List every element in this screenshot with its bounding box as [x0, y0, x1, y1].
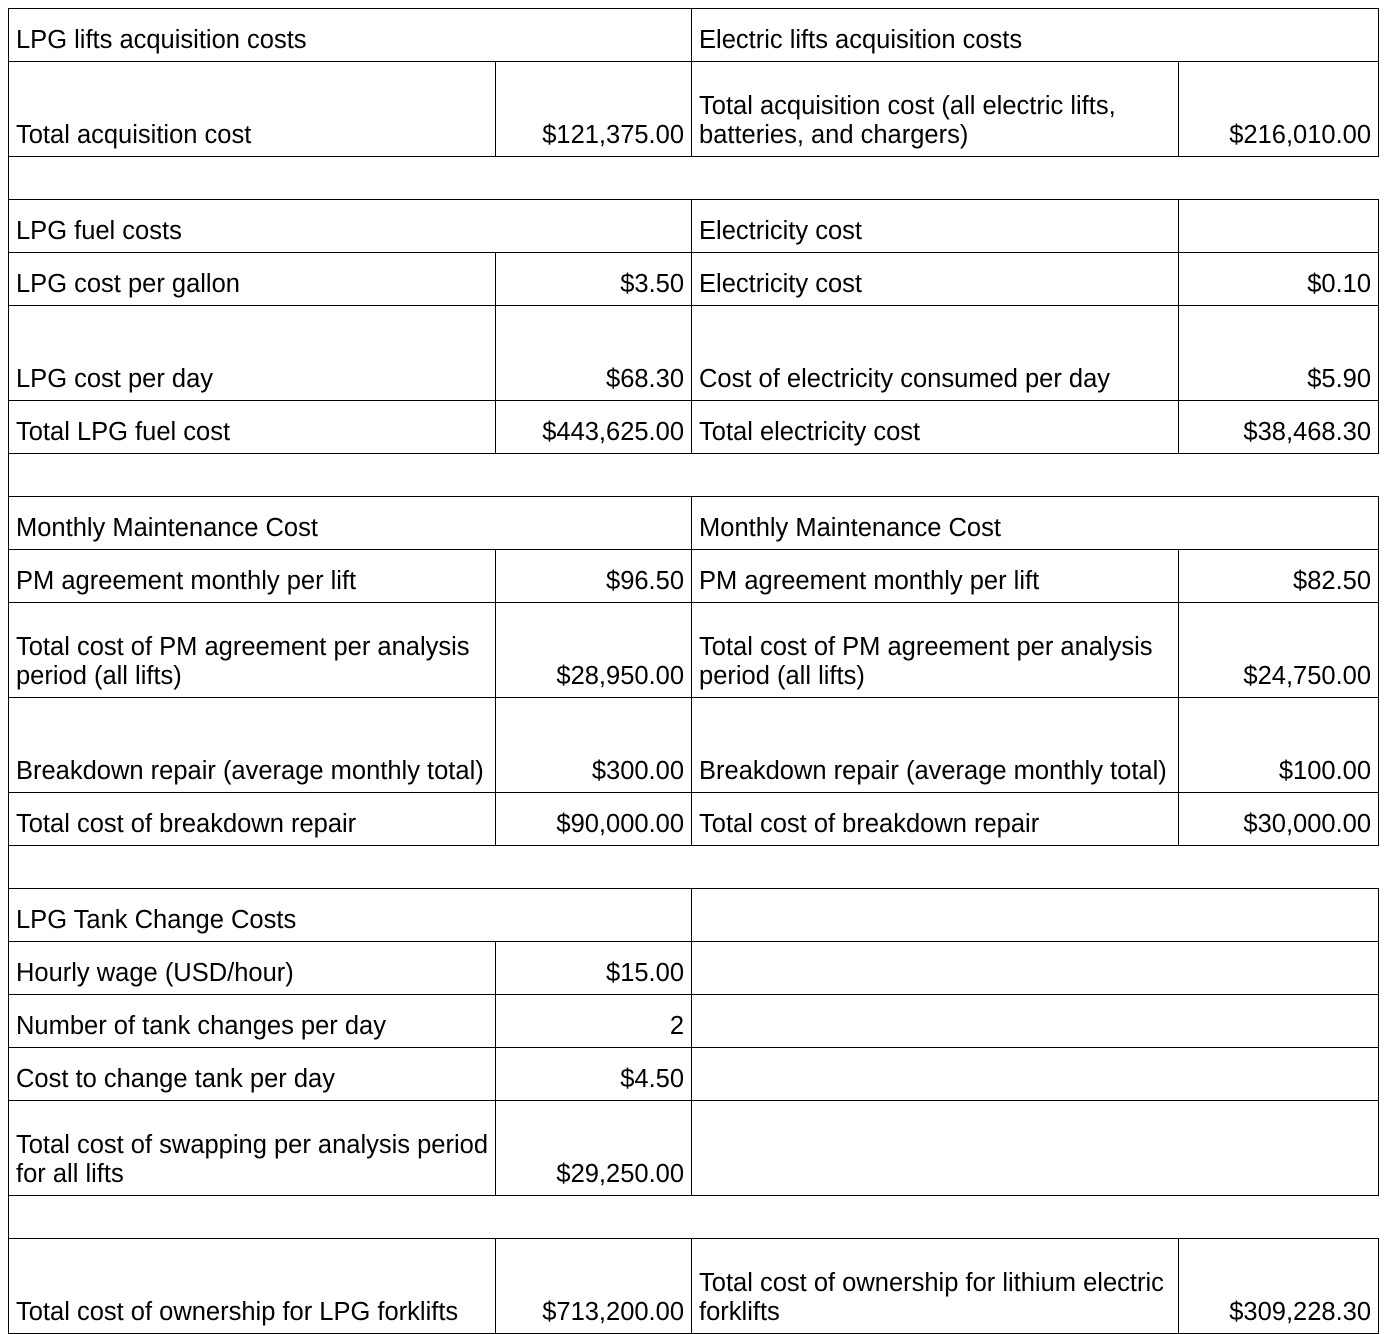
row-label: Total cost of swapping per analysis period for all lifts — [9, 1101, 496, 1196]
table-row — [9, 1101, 1379, 1196]
row-value: $4.50 — [496, 1048, 692, 1101]
section-header-row — [9, 497, 1379, 550]
empty-area — [692, 995, 1379, 1048]
totals-row — [9, 1239, 1379, 1334]
row-value: $96.50 — [496, 550, 692, 603]
row-label: Total acquisition cost (all electric lifts, batteries, and chargers) — [692, 62, 1179, 157]
spacer-cell — [692, 454, 1379, 497]
row-label: Total LPG fuel cost — [9, 401, 496, 454]
row-value: $90,000.00 — [496, 793, 692, 846]
row-value: 2 — [496, 995, 692, 1048]
row-value: $216,010.00 — [1179, 62, 1379, 157]
section-header-row — [9, 9, 1379, 62]
spacer-row — [9, 846, 1379, 889]
row-value: $15.00 — [496, 942, 692, 995]
row-value: $38,468.30 — [1179, 401, 1379, 454]
row-value: $443,625.00 — [496, 401, 692, 454]
row-label: Cost of electricity consumed per day — [692, 306, 1179, 401]
row-value: $3.50 — [496, 253, 692, 306]
row-label: Total cost of breakdown repair — [9, 793, 496, 846]
section-header-left: Monthly Maintenance Cost — [9, 497, 692, 550]
row-value: $100.00 — [1179, 698, 1379, 793]
row-value: $82.50 — [1179, 550, 1379, 603]
row-label: Hourly wage (USD/hour) — [9, 942, 496, 995]
spacer-cell — [9, 846, 692, 889]
empty-area — [692, 942, 1379, 995]
table-row — [9, 253, 1379, 306]
section-header-right: Electric lifts acquisition costs — [692, 9, 1379, 62]
row-value: $121,375.00 — [496, 62, 692, 157]
table-row — [9, 698, 1379, 793]
spacer-row — [9, 1196, 1379, 1239]
row-label: LPG cost per gallon — [9, 253, 496, 306]
empty-area — [692, 1101, 1379, 1196]
empty-area — [692, 1048, 1379, 1101]
total-value-electric: $309,228.30 — [1179, 1239, 1379, 1334]
table-row — [9, 942, 1379, 995]
table-row — [9, 62, 1379, 157]
table-row — [9, 603, 1379, 698]
row-label: PM agreement monthly per lift — [9, 550, 496, 603]
row-value: $68.30 — [496, 306, 692, 401]
table-row — [9, 401, 1379, 454]
spacer-cell — [9, 454, 692, 497]
total-label-lpg: Total cost of ownership for LPG forklifts — [9, 1239, 496, 1334]
spacer-cell — [9, 157, 692, 200]
total-value-lpg: $713,200.00 — [496, 1239, 692, 1334]
table-row — [9, 550, 1379, 603]
section-header-right: Electricity cost — [692, 200, 1179, 253]
row-label: Breakdown repair (average monthly total) — [692, 698, 1179, 793]
row-label: LPG cost per day — [9, 306, 496, 401]
table-row — [9, 793, 1379, 846]
section-header-row — [9, 889, 1379, 942]
total-label-electric: Total cost of ownership for lithium electric forklifts — [692, 1239, 1179, 1334]
row-value: $300.00 — [496, 698, 692, 793]
spacer-row — [9, 454, 1379, 497]
row-label: Cost to change tank per day — [9, 1048, 496, 1101]
spacer-row — [9, 157, 1379, 200]
row-value: $5.90 — [1179, 306, 1379, 401]
row-value: $30,000.00 — [1179, 793, 1379, 846]
section-header-left: LPG fuel costs — [9, 200, 692, 253]
spacer-cell — [692, 1196, 1379, 1239]
cost-comparison-table — [8, 8, 1379, 1334]
spacer-cell — [692, 846, 1379, 889]
row-value: $24,750.00 — [1179, 603, 1379, 698]
section-header-row — [9, 200, 1379, 253]
spacer-cell — [692, 157, 1379, 200]
section-header-left: LPG Tank Change Costs — [9, 889, 692, 942]
row-label: PM agreement monthly per lift — [692, 550, 1179, 603]
table-row — [9, 1048, 1379, 1101]
row-value: $0.10 — [1179, 253, 1379, 306]
row-label: Total electricity cost — [692, 401, 1179, 454]
section-header-value-right — [1179, 200, 1379, 253]
row-label: Total cost of PM agreement per analysis period (all lifts) — [692, 603, 1179, 698]
row-label: Total cost of PM agreement per analysis period (all lifts) — [9, 603, 496, 698]
table-row — [9, 995, 1379, 1048]
row-value: $28,950.00 — [496, 603, 692, 698]
spacer-cell — [9, 1196, 692, 1239]
section-header-right: Monthly Maintenance Cost — [692, 497, 1379, 550]
row-label: Breakdown repair (average monthly total) — [9, 698, 496, 793]
row-value: $29,250.00 — [496, 1101, 692, 1196]
empty-area — [692, 889, 1379, 942]
row-label: Electricity cost — [692, 253, 1179, 306]
row-label: Total cost of breakdown repair — [692, 793, 1179, 846]
row-label: Number of tank changes per day — [9, 995, 496, 1048]
section-header-left: LPG lifts acquisition costs — [9, 9, 692, 62]
table-row — [9, 306, 1379, 401]
row-label: Total acquisition cost — [9, 62, 496, 157]
